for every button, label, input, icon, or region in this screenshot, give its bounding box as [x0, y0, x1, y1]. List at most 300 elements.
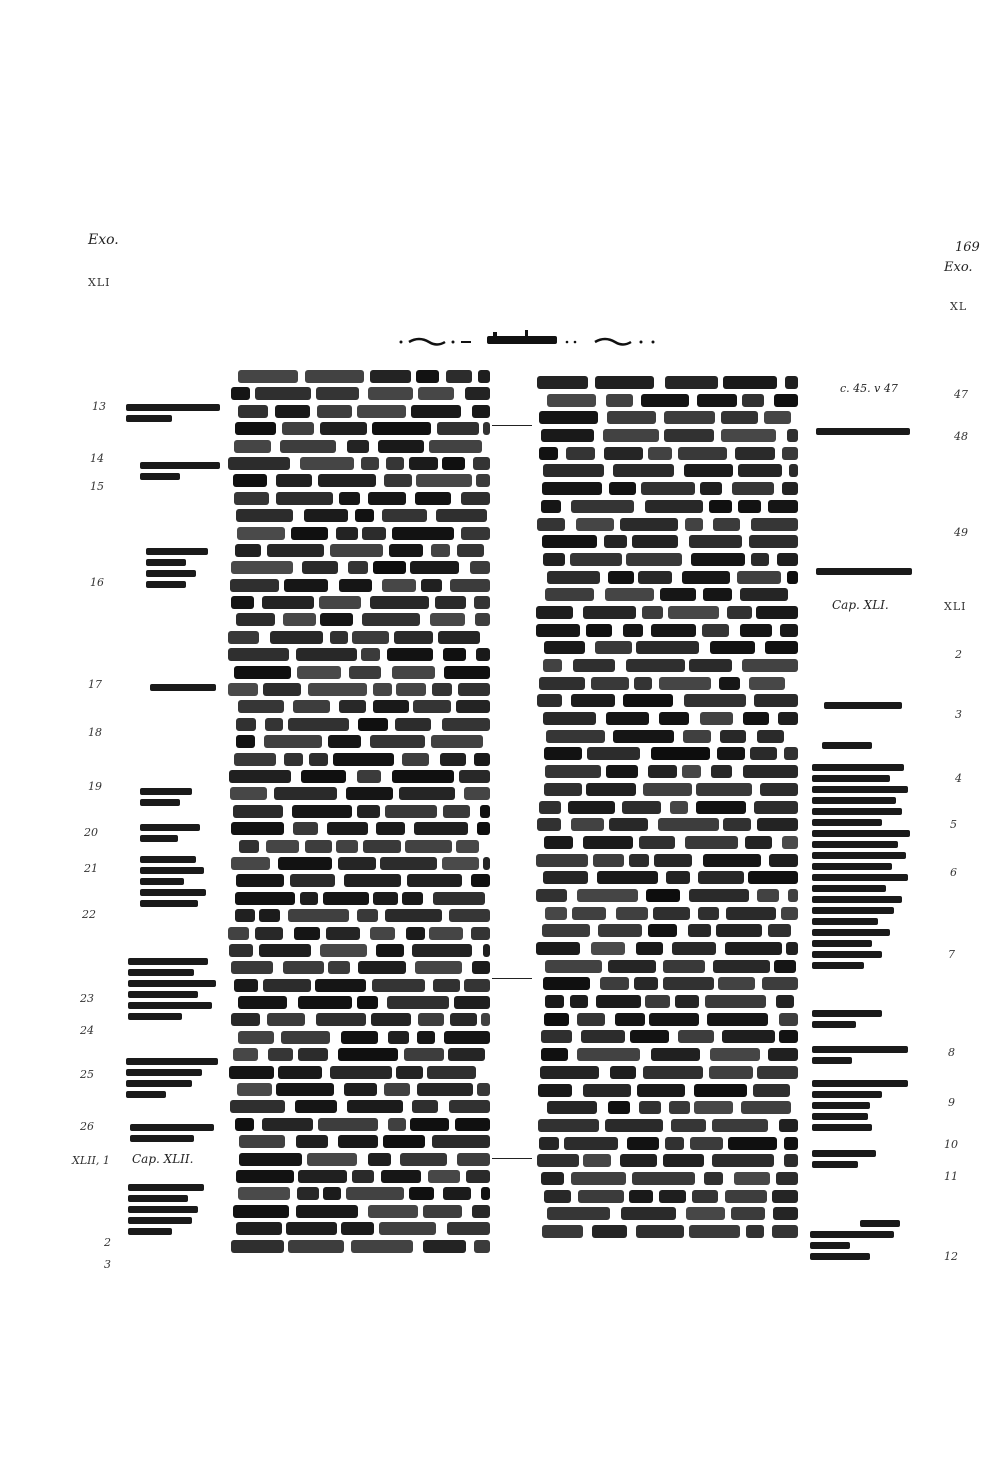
- script-word: [396, 1066, 423, 1079]
- script-word: [234, 753, 276, 766]
- script-word: [286, 1222, 337, 1235]
- script-word: [668, 606, 719, 619]
- script-word: [355, 509, 374, 522]
- script-word: [547, 1207, 610, 1220]
- script-line: [228, 979, 490, 992]
- title-flourish-icon: [395, 330, 665, 354]
- left-verse-number: 17: [88, 678, 102, 691]
- script-word: [591, 677, 629, 690]
- script-word: [540, 1066, 599, 1079]
- script-word: [278, 857, 332, 870]
- script-word: [539, 411, 598, 424]
- script-word: [571, 818, 604, 831]
- script-line: [228, 422, 490, 435]
- script-word: [543, 464, 604, 477]
- script-word: [536, 942, 580, 955]
- script-word: [412, 1100, 438, 1113]
- script-word: [651, 624, 696, 637]
- script-word: [709, 500, 732, 513]
- script-word: [749, 677, 785, 690]
- script-word: [472, 961, 490, 974]
- script-word: [787, 429, 798, 442]
- script-word: [750, 747, 777, 760]
- script-word: [318, 474, 376, 487]
- script-word: [304, 509, 348, 522]
- script-word: [409, 457, 438, 470]
- script-word: [283, 613, 316, 626]
- script-line: [228, 753, 490, 766]
- script-word: [376, 822, 405, 835]
- script-word: [234, 979, 258, 992]
- script-word: [542, 482, 602, 495]
- script-word: [632, 535, 678, 548]
- left-margin-note: [130, 1124, 214, 1146]
- script-word: [571, 1172, 626, 1185]
- script-word: [483, 944, 490, 957]
- script-word: [643, 1066, 703, 1079]
- script-word: [547, 571, 600, 584]
- left-text-column: [228, 370, 490, 1257]
- script-word: [284, 753, 303, 766]
- script-word: [658, 818, 719, 831]
- script-word: [745, 836, 772, 849]
- script-word: [339, 579, 372, 592]
- script-word: [423, 1205, 462, 1218]
- script-word: [363, 840, 401, 853]
- script-word: [598, 924, 642, 937]
- section-title-ornament: [395, 330, 665, 354]
- script-word: [738, 464, 782, 477]
- script-word: [543, 659, 562, 672]
- script-word: [757, 730, 784, 743]
- script-line: [228, 1066, 490, 1079]
- script-word: [774, 960, 796, 973]
- script-word: [595, 376, 654, 389]
- script-line: [228, 735, 490, 748]
- script-line: [228, 1205, 490, 1218]
- script-word: [663, 977, 714, 990]
- script-word: [416, 474, 472, 487]
- script-word: [721, 429, 776, 442]
- script-word: [371, 1013, 411, 1026]
- script-word: [372, 422, 431, 435]
- script-line: [228, 405, 490, 418]
- script-line: [536, 1172, 798, 1185]
- script-word: [605, 588, 654, 601]
- script-word: [357, 996, 378, 1009]
- script-word: [458, 683, 490, 696]
- left-margin-note: [140, 788, 192, 810]
- script-word: [236, 1222, 282, 1235]
- script-line: [228, 474, 490, 487]
- script-word: [782, 482, 798, 495]
- script-line: [228, 1170, 490, 1183]
- script-word: [749, 535, 798, 548]
- left-margin-note: [140, 462, 220, 484]
- script-word: [772, 1190, 798, 1203]
- script-line: [228, 1031, 490, 1044]
- script-word: [586, 783, 636, 796]
- script-word: [373, 683, 392, 696]
- script-word: [442, 718, 490, 731]
- script-word: [456, 840, 479, 853]
- script-word: [235, 544, 261, 557]
- script-word: [672, 942, 716, 955]
- script-line: [228, 631, 490, 644]
- script-word: [691, 553, 745, 566]
- script-word: [385, 805, 437, 818]
- script-word: [583, 836, 633, 849]
- script-word: [416, 370, 439, 383]
- script-line: [536, 1154, 798, 1167]
- script-word: [626, 553, 682, 566]
- script-word: [385, 909, 442, 922]
- script-word: [295, 1100, 337, 1113]
- script-word: [735, 447, 775, 460]
- script-word: [741, 1101, 791, 1114]
- script-line: [228, 492, 490, 505]
- script-word: [607, 411, 656, 424]
- script-word: [384, 474, 412, 487]
- right-reference: c. 45. v 47: [840, 382, 898, 395]
- script-word: [604, 447, 643, 460]
- script-word: [537, 818, 561, 831]
- script-line: [536, 553, 798, 566]
- script-word: [646, 889, 680, 902]
- script-word: [684, 694, 746, 707]
- script-word: [358, 961, 406, 974]
- script-word: [402, 753, 429, 766]
- script-word: [659, 677, 711, 690]
- script-word: [608, 960, 656, 973]
- script-word: [645, 995, 670, 1008]
- script-word: [608, 1101, 630, 1114]
- script-word: [606, 394, 633, 407]
- right-chapter-number: XLI: [944, 600, 967, 613]
- script-word: [725, 1190, 767, 1203]
- script-word: [297, 1187, 319, 1200]
- script-word: [305, 840, 332, 853]
- script-word: [229, 1066, 274, 1079]
- script-word: [347, 1100, 403, 1113]
- right-margin-note: [824, 702, 902, 713]
- script-word: [231, 387, 250, 400]
- script-word: [352, 1170, 374, 1183]
- script-word: [327, 822, 368, 835]
- script-word: [339, 492, 360, 505]
- script-word: [765, 641, 798, 654]
- script-word: [571, 694, 615, 707]
- script-word: [237, 527, 285, 540]
- script-line: [228, 509, 490, 522]
- script-word: [626, 659, 685, 672]
- script-word: [457, 1153, 490, 1166]
- script-word: [606, 765, 638, 778]
- script-word: [623, 624, 643, 637]
- script-word: [689, 1225, 740, 1238]
- script-word: [544, 783, 582, 796]
- script-word: [336, 840, 358, 853]
- script-line: [536, 747, 798, 760]
- script-word: [413, 700, 451, 713]
- script-word: [543, 553, 565, 566]
- script-line: [536, 712, 798, 725]
- script-word: [230, 1100, 285, 1113]
- script-word: [784, 1154, 798, 1167]
- right-verse-number: 6: [950, 866, 957, 879]
- script-word: [634, 977, 658, 990]
- script-word: [406, 927, 425, 940]
- script-word: [732, 482, 774, 495]
- script-word: [707, 1013, 768, 1026]
- script-line: [228, 1240, 490, 1253]
- script-word: [236, 874, 284, 887]
- left-verse-number: 21: [84, 862, 98, 875]
- script-line: [536, 977, 798, 990]
- script-word: [711, 765, 732, 778]
- script-word: [387, 996, 449, 1009]
- script-word: [433, 979, 460, 992]
- script-word: [446, 370, 472, 383]
- script-word: [615, 1013, 645, 1026]
- script-word: [663, 960, 705, 973]
- script-word: [239, 1135, 285, 1148]
- right-verse-number: 9: [948, 1096, 955, 1109]
- script-line: [228, 370, 490, 383]
- script-word: [648, 924, 677, 937]
- script-word: [539, 447, 558, 460]
- right-margin-note: [816, 568, 912, 579]
- script-word: [592, 1225, 627, 1238]
- script-word: [476, 648, 490, 661]
- script-word: [637, 1084, 685, 1097]
- script-word: [370, 735, 425, 748]
- right-margin-note: [812, 764, 912, 973]
- script-word: [389, 544, 423, 557]
- script-word: [236, 735, 255, 748]
- left-verse-number: 3: [104, 1258, 111, 1271]
- right-verse-number: 4: [955, 772, 962, 785]
- script-word: [740, 588, 788, 601]
- script-word: [764, 411, 791, 424]
- script-line: [228, 1222, 490, 1235]
- script-word: [231, 822, 284, 835]
- left-book-label: Exo.: [88, 232, 119, 248]
- script-line: [536, 995, 798, 1008]
- script-word: [262, 596, 314, 609]
- script-word: [541, 1172, 564, 1185]
- script-word: [546, 730, 605, 743]
- script-line: [536, 907, 798, 920]
- script-word: [262, 1118, 313, 1131]
- script-word: [379, 1222, 436, 1235]
- script-word: [383, 1135, 425, 1148]
- script-word: [296, 1205, 358, 1218]
- right-verse-number: 12: [944, 1250, 958, 1263]
- script-word: [259, 909, 280, 922]
- script-word: [228, 648, 289, 661]
- script-line: [536, 818, 798, 831]
- script-word: [294, 927, 320, 940]
- script-word: [348, 561, 368, 574]
- script-word: [470, 561, 490, 574]
- script-word: [603, 429, 659, 442]
- script-line: [228, 1048, 490, 1061]
- script-word: [768, 1048, 798, 1061]
- script-word: [784, 1137, 798, 1150]
- script-word: [630, 1030, 669, 1043]
- script-word: [641, 482, 695, 495]
- script-word: [228, 927, 249, 940]
- script-word: [781, 907, 798, 920]
- script-line: [536, 801, 798, 814]
- cross-reference-line: [492, 978, 532, 979]
- script-word: [319, 596, 361, 609]
- script-word: [710, 641, 755, 654]
- script-word: [308, 683, 367, 696]
- script-word: [298, 1048, 328, 1061]
- right-verse-number: 5: [950, 818, 957, 831]
- script-word: [780, 624, 798, 637]
- script-word: [539, 801, 561, 814]
- script-word: [757, 1066, 798, 1079]
- left-chapter-label: XLI: [88, 276, 111, 289]
- script-word: [542, 1225, 583, 1238]
- script-word: [392, 527, 454, 540]
- script-word: [409, 1187, 434, 1200]
- script-word: [281, 1031, 330, 1044]
- script-word: [344, 1083, 377, 1096]
- script-line: [536, 1066, 798, 1079]
- script-word: [429, 927, 463, 940]
- script-word: [703, 588, 732, 601]
- script-word: [610, 1066, 636, 1079]
- script-word: [344, 874, 401, 887]
- script-word: [443, 1187, 471, 1200]
- script-word: [238, 1031, 274, 1044]
- script-word: [570, 995, 588, 1008]
- script-word: [362, 527, 386, 540]
- script-word: [536, 624, 580, 637]
- script-word: [583, 1154, 611, 1167]
- script-word: [235, 909, 255, 922]
- right-verse-number: 10: [944, 1138, 958, 1151]
- script-word: [777, 553, 798, 566]
- script-word: [421, 579, 442, 592]
- right-verse-number: 7: [948, 948, 955, 961]
- script-word: [776, 1172, 798, 1185]
- script-word: [688, 924, 711, 937]
- script-word: [388, 1031, 409, 1044]
- script-word: [545, 588, 594, 601]
- script-word: [440, 753, 466, 766]
- script-word: [405, 840, 452, 853]
- script-word: [378, 440, 424, 453]
- script-word: [779, 1013, 798, 1026]
- script-word: [743, 765, 798, 778]
- script-word: [742, 394, 764, 407]
- script-word: [604, 535, 627, 548]
- script-word: [465, 387, 490, 400]
- script-word: [283, 961, 324, 974]
- script-word: [330, 631, 348, 644]
- script-word: [388, 1118, 406, 1131]
- script-word: [639, 836, 675, 849]
- left-margin-note: [140, 824, 200, 846]
- script-word: [231, 596, 254, 609]
- script-word: [284, 579, 328, 592]
- script-line: [228, 1153, 490, 1166]
- script-line: [536, 694, 798, 707]
- script-word: [717, 747, 745, 760]
- script-word: [564, 1137, 618, 1150]
- script-word: [474, 753, 490, 766]
- script-word: [545, 907, 567, 920]
- script-word: [718, 977, 755, 990]
- script-line: [536, 1101, 798, 1114]
- script-word: [357, 770, 381, 783]
- script-line: [228, 822, 490, 835]
- script-line: [228, 805, 490, 818]
- script-word: [698, 871, 744, 884]
- script-word: [455, 1118, 490, 1131]
- script-word: [412, 944, 472, 957]
- script-word: [357, 405, 406, 418]
- script-word: [450, 1013, 477, 1026]
- script-word: [449, 909, 490, 922]
- right-margin-note: [812, 1150, 892, 1172]
- script-word: [296, 648, 357, 661]
- script-word: [373, 561, 406, 574]
- script-word: [373, 700, 409, 713]
- script-word: [315, 979, 366, 992]
- script-word: [233, 1048, 258, 1061]
- script-word: [684, 464, 733, 477]
- script-word: [545, 995, 564, 1008]
- script-word: [710, 1048, 760, 1061]
- left-cap-label: Cap. XLII.: [132, 1152, 194, 1166]
- script-word: [339, 700, 366, 713]
- script-word: [362, 613, 420, 626]
- script-word: [544, 836, 573, 849]
- script-word: [368, 387, 413, 400]
- script-word: [436, 509, 487, 522]
- script-word: [608, 571, 634, 584]
- script-word: [274, 787, 337, 800]
- script-word: [547, 394, 596, 407]
- script-word: [382, 509, 427, 522]
- script-word: [634, 677, 652, 690]
- script-word: [370, 927, 395, 940]
- script-line: [536, 518, 798, 531]
- script-word: [651, 747, 710, 760]
- script-word: [659, 1190, 686, 1203]
- script-word: [399, 787, 455, 800]
- script-word: [349, 666, 381, 679]
- script-word: [746, 1225, 764, 1238]
- script-word: [407, 874, 462, 887]
- script-word: [692, 1190, 718, 1203]
- script-word: [275, 405, 310, 418]
- left-verse-number: 23: [80, 992, 94, 1005]
- script-word: [742, 659, 798, 672]
- script-word: [581, 1030, 625, 1043]
- script-word: [536, 606, 573, 619]
- script-word: [368, 492, 406, 505]
- script-word: [705, 995, 766, 1008]
- script-word: [768, 500, 798, 513]
- script-word: [368, 1205, 418, 1218]
